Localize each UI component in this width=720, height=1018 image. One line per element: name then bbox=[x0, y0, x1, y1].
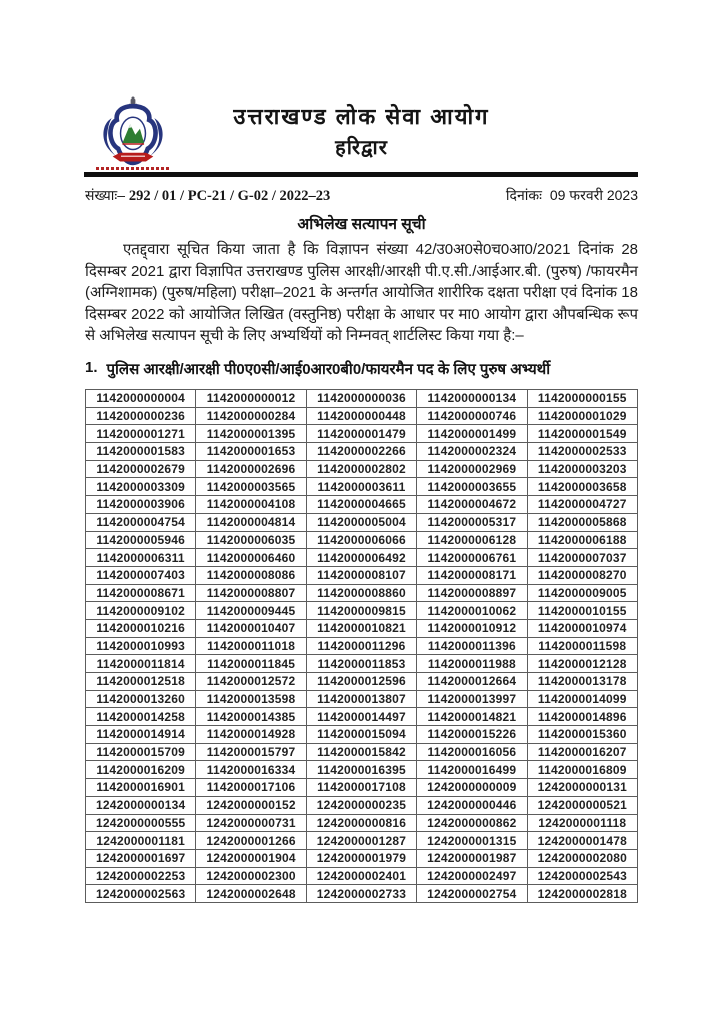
roll-number-cell: 1142000016209 bbox=[86, 761, 196, 779]
roll-number-cell: 1142000000155 bbox=[527, 390, 637, 408]
roll-number-cell: 1142000015709 bbox=[86, 743, 196, 761]
roll-number-cell: 1142000008897 bbox=[417, 584, 527, 602]
roll-number-cell: 1142000000134 bbox=[417, 390, 527, 408]
roll-number-cell: 1142000005946 bbox=[86, 531, 196, 549]
roll-number-cell: 1242000001181 bbox=[86, 832, 196, 850]
roll-number-cell: 1242000002497 bbox=[417, 867, 527, 885]
roll-number-cell: 1242000000521 bbox=[527, 796, 637, 814]
roll-number-cell: 1142000004672 bbox=[417, 496, 527, 514]
list-heading bbox=[85, 359, 638, 379]
table-row bbox=[86, 566, 638, 584]
roll-number-cell: 1142000014497 bbox=[306, 708, 416, 726]
table-row bbox=[86, 690, 638, 708]
roll-number-cell: 1142000008107 bbox=[306, 566, 416, 584]
document-date bbox=[502, 186, 638, 205]
roll-number-cell: 1142000003906 bbox=[86, 496, 196, 514]
roll-number-cell: 1242000000152 bbox=[196, 796, 306, 814]
roll-number-cell: 1142000012128 bbox=[527, 655, 637, 673]
roll-number-cell: 1142000014914 bbox=[86, 726, 196, 744]
table-row bbox=[86, 478, 638, 496]
roll-number-cell: 1142000010821 bbox=[306, 619, 416, 637]
table-row bbox=[86, 779, 638, 797]
table-row bbox=[86, 885, 638, 903]
roll-number-cell: 1242000001987 bbox=[417, 849, 527, 867]
roll-number-cell: 1242000002080 bbox=[527, 849, 637, 867]
roll-number-cell: 1142000001653 bbox=[196, 443, 306, 461]
roll-number-cell: 1242000000131 bbox=[527, 779, 637, 797]
table-row bbox=[86, 531, 638, 549]
roll-number-cell: 1242000001315 bbox=[417, 832, 527, 850]
table-row bbox=[86, 708, 638, 726]
roll-number-cell: 1142000004814 bbox=[196, 513, 306, 531]
roll-number-cell: 1142000001029 bbox=[527, 407, 637, 425]
table-row bbox=[86, 814, 638, 832]
roll-number-cell: 1142000014385 bbox=[196, 708, 306, 726]
roll-number-cell: 1142000011814 bbox=[86, 655, 196, 673]
notice-paragraph: एतद्द्वारा सूचित किया जाता है कि विज्ञापन संख्या 42/उ0अ0से0च0आ0/2021 दिनांक 28 दिसम्बर 2021 द्वारा विज्ञापित उत्तराखण्ड पुलिस आरक्षी/आरक्षी पी.ए.सी./आईआर.बी. (पुरुष) /फायरमैन (अग्निशामक) (पुरुष/महिला) परीक्षा–2021 के अन्तर्गत आयोजित शारीरिक दक्षता परीक्षा एवं दिनांक 18 दिसम्बर 2022 को आयोजित लिखित (वस्तुनिष्ठ) परीक्षा के आधार पर मा0 आयोग द्वारा औपबन्धिक रूप से अभिलेख सत्यापन सूची के लिए अभ्यर्थियों को निम्नवत् शार्टलिस्ट किया गया है:– bbox=[85, 241, 638, 345]
ref-label: संख्याः– bbox=[85, 187, 126, 203]
roll-number-cell: 1142000009102 bbox=[86, 602, 196, 620]
roll-number-cell: 1242000000862 bbox=[417, 814, 527, 832]
table-row bbox=[86, 655, 638, 673]
table-row bbox=[86, 726, 638, 744]
roll-number-cell: 1142000003309 bbox=[86, 478, 196, 496]
reference-number bbox=[85, 186, 330, 205]
roll-number-cell: 1142000002533 bbox=[527, 443, 637, 461]
roll-number-cell: 1142000000036 bbox=[306, 390, 416, 408]
roll-number-cell: 1142000000012 bbox=[196, 390, 306, 408]
roll-number-cell: 1142000002266 bbox=[306, 443, 416, 461]
roll-number-cell: 1142000016056 bbox=[417, 743, 527, 761]
roll-number-cell: 1242000002543 bbox=[527, 867, 637, 885]
roll-number-cell: 1142000004108 bbox=[196, 496, 306, 514]
roll-number-cell: 1142000007403 bbox=[86, 566, 196, 584]
roll-number-cell: 1142000000284 bbox=[196, 407, 306, 425]
org-place: हरिद्वार bbox=[335, 137, 388, 159]
roll-number-cell: 1142000010216 bbox=[86, 619, 196, 637]
roll-number-cell: 1142000011296 bbox=[306, 637, 416, 655]
roll-table-body bbox=[86, 390, 638, 903]
roll-number-cell: 1242000002648 bbox=[196, 885, 306, 903]
roll-number-cell: 1142000012572 bbox=[196, 673, 306, 691]
roll-number-cell: 1142000001271 bbox=[86, 425, 196, 443]
roll-number-cell: 1242000002401 bbox=[306, 867, 416, 885]
roll-number-cell: 1142000003565 bbox=[196, 478, 306, 496]
roll-number-cell: 1142000011845 bbox=[196, 655, 306, 673]
roll-number-cell: 1142000002324 bbox=[417, 443, 527, 461]
roll-number-cell: 1142000000236 bbox=[86, 407, 196, 425]
roll-number-cell: 1142000014928 bbox=[196, 726, 306, 744]
roll-number-cell: 1142000002969 bbox=[417, 460, 527, 478]
roll-number-cell: 1242000000134 bbox=[86, 796, 196, 814]
roll-number-cell: 1242000002754 bbox=[417, 885, 527, 903]
table-row bbox=[86, 673, 638, 691]
roll-number-cell: 1142000016334 bbox=[196, 761, 306, 779]
roll-number-cell: 1142000003611 bbox=[306, 478, 416, 496]
roll-number-cell: 1142000011018 bbox=[196, 637, 306, 655]
roll-number-cell: 1142000005868 bbox=[527, 513, 637, 531]
table-row bbox=[86, 425, 638, 443]
roll-number-cell: 1242000002253 bbox=[86, 867, 196, 885]
roll-number-cell: 1142000002679 bbox=[86, 460, 196, 478]
list-number: 1. bbox=[85, 359, 98, 376]
roll-number-cell: 1242000001287 bbox=[306, 832, 416, 850]
roll-number-cell: 1142000015094 bbox=[306, 726, 416, 744]
roll-number-cell: 1142000011988 bbox=[417, 655, 527, 673]
date-label: दिनांकः bbox=[505, 187, 542, 203]
table-row bbox=[86, 602, 638, 620]
roll-number-cell: 1142000012596 bbox=[306, 673, 416, 691]
roll-number-cell: 1242000000009 bbox=[417, 779, 527, 797]
roll-number-cell: 1242000001118 bbox=[527, 814, 637, 832]
roll-number-cell: 1242000000555 bbox=[86, 814, 196, 832]
table-row bbox=[86, 443, 638, 461]
table-row bbox=[86, 849, 638, 867]
roll-number-cell: 1242000001904 bbox=[196, 849, 306, 867]
roll-number-cell: 1142000011396 bbox=[417, 637, 527, 655]
roll-number-cell: 1142000008171 bbox=[417, 566, 527, 584]
table-row bbox=[86, 513, 638, 531]
roll-number-cell: 1142000016395 bbox=[306, 761, 416, 779]
roll-number-cell: 1142000003658 bbox=[527, 478, 637, 496]
roll-number-cell: 1142000013260 bbox=[86, 690, 196, 708]
document-title: अभिलेख सत्यापन सूची bbox=[297, 216, 426, 233]
roll-number-table bbox=[85, 389, 638, 903]
roll-number-cell: 1142000008086 bbox=[196, 566, 306, 584]
table-row bbox=[86, 460, 638, 478]
roll-number-cell: 1142000010407 bbox=[196, 619, 306, 637]
table-row bbox=[86, 549, 638, 567]
roll-number-cell: 1242000001979 bbox=[306, 849, 416, 867]
roll-number-cell: 1142000010062 bbox=[417, 602, 527, 620]
roll-number-cell: 1142000015842 bbox=[306, 743, 416, 761]
roll-number-cell: 1142000013178 bbox=[527, 673, 637, 691]
roll-number-cell: 1142000003203 bbox=[527, 460, 637, 478]
roll-number-cell: 1142000000746 bbox=[417, 407, 527, 425]
table-row bbox=[86, 584, 638, 602]
table-row bbox=[86, 761, 638, 779]
roll-number-cell: 1142000008270 bbox=[527, 566, 637, 584]
roll-number-cell: 1242000000235 bbox=[306, 796, 416, 814]
roll-number-cell: 1142000001499 bbox=[417, 425, 527, 443]
table-row bbox=[86, 619, 638, 637]
date-value: 09 फरवरी 2023 bbox=[549, 187, 638, 203]
roll-number-cell: 1142000016901 bbox=[86, 779, 196, 797]
roll-number-cell: 1142000014896 bbox=[527, 708, 637, 726]
roll-number-cell: 1142000000448 bbox=[306, 407, 416, 425]
roll-number-cell: 1142000001479 bbox=[306, 425, 416, 443]
roll-number-cell: 1142000010974 bbox=[527, 619, 637, 637]
org-name: उत्तराखण्ड लोक सेवा आयोग bbox=[233, 104, 490, 129]
ref-value: 292 / 01 / PC-21 / G-02 / 2022–23 bbox=[128, 188, 331, 204]
roll-number-cell: 1142000004754 bbox=[86, 513, 196, 531]
roll-number-cell: 1242000000816 bbox=[306, 814, 416, 832]
list-text: पुलिस आरक्षी/आरक्षी पी0ए0सी/आई0आर0बी0/फायरमैन पद के लिए पुरुष अभ्यर्थी bbox=[106, 361, 551, 378]
roll-number-cell: 1142000016499 bbox=[417, 761, 527, 779]
roll-number-cell: 1142000006066 bbox=[306, 531, 416, 549]
roll-number-cell: 1142000002802 bbox=[306, 460, 416, 478]
roll-number-cell: 1142000010912 bbox=[417, 619, 527, 637]
roll-number-cell: 1142000001549 bbox=[527, 425, 637, 443]
roll-number-cell: 1142000011853 bbox=[306, 655, 416, 673]
roll-number-cell: 1142000011598 bbox=[527, 637, 637, 655]
roll-number-cell: 1242000002733 bbox=[306, 885, 416, 903]
roll-number-cell: 1142000015797 bbox=[196, 743, 306, 761]
roll-number-cell: 1142000003655 bbox=[417, 478, 527, 496]
roll-number-cell: 1142000004727 bbox=[527, 496, 637, 514]
table-row bbox=[86, 743, 638, 761]
roll-number-cell: 1142000005004 bbox=[306, 513, 416, 531]
reference-row bbox=[85, 186, 638, 205]
roll-number-cell: 1142000016207 bbox=[527, 743, 637, 761]
roll-number-cell: 1142000007037 bbox=[527, 549, 637, 567]
roll-number-cell: 1142000001395 bbox=[196, 425, 306, 443]
roll-number-cell: 1242000000731 bbox=[196, 814, 306, 832]
roll-number-cell: 1142000001583 bbox=[86, 443, 196, 461]
table-row bbox=[86, 390, 638, 408]
roll-number-cell: 1142000014099 bbox=[527, 690, 637, 708]
roll-number-cell: 1142000010993 bbox=[86, 637, 196, 655]
roll-number-cell: 1142000013807 bbox=[306, 690, 416, 708]
roll-number-cell: 1242000000446 bbox=[417, 796, 527, 814]
roll-number-cell: 1142000008860 bbox=[306, 584, 416, 602]
roll-number-cell: 1142000016809 bbox=[527, 761, 637, 779]
table-row bbox=[86, 637, 638, 655]
roll-number-cell: 1242000001478 bbox=[527, 832, 637, 850]
roll-number-cell: 1142000015226 bbox=[417, 726, 527, 744]
roll-number-cell: 1142000008671 bbox=[86, 584, 196, 602]
table-row bbox=[86, 796, 638, 814]
roll-number-cell: 1142000006311 bbox=[86, 549, 196, 567]
table-row bbox=[86, 407, 638, 425]
roll-number-cell: 1242000001697 bbox=[86, 849, 196, 867]
roll-number-cell: 1142000005317 bbox=[417, 513, 527, 531]
roll-number-cell: 1142000012518 bbox=[86, 673, 196, 691]
roll-number-cell: 1142000017108 bbox=[306, 779, 416, 797]
roll-number-cell: 1142000014258 bbox=[86, 708, 196, 726]
roll-number-cell: 1142000006761 bbox=[417, 549, 527, 567]
roll-number-cell: 1242000002563 bbox=[86, 885, 196, 903]
roll-number-cell: 1142000012664 bbox=[417, 673, 527, 691]
roll-number-cell: 1142000010155 bbox=[527, 602, 637, 620]
roll-number-cell: 1142000004665 bbox=[306, 496, 416, 514]
roll-number-cell: 1142000006035 bbox=[196, 531, 306, 549]
header-divider bbox=[84, 172, 638, 177]
logo-caption-text bbox=[96, 167, 170, 170]
roll-number-cell: 1142000009815 bbox=[306, 602, 416, 620]
table-row bbox=[86, 496, 638, 514]
table-row bbox=[86, 832, 638, 850]
roll-number-cell: 1142000009005 bbox=[527, 584, 637, 602]
roll-number-cell: 1242000002300 bbox=[196, 867, 306, 885]
roll-number-cell: 1142000013598 bbox=[196, 690, 306, 708]
roll-number-cell: 1142000013997 bbox=[417, 690, 527, 708]
roll-number-cell: 1242000002818 bbox=[527, 885, 637, 903]
roll-number-cell: 1142000006492 bbox=[306, 549, 416, 567]
roll-number-cell: 1142000000004 bbox=[86, 390, 196, 408]
roll-number-cell: 1142000006128 bbox=[417, 531, 527, 549]
roll-number-cell: 1142000006188 bbox=[527, 531, 637, 549]
roll-number-cell: 1242000001266 bbox=[196, 832, 306, 850]
roll-number-cell: 1142000015360 bbox=[527, 726, 637, 744]
roll-number-cell: 1142000008807 bbox=[196, 584, 306, 602]
roll-number-cell: 1142000009445 bbox=[196, 602, 306, 620]
roll-number-cell: 1142000006460 bbox=[196, 549, 306, 567]
roll-number-cell: 1142000017106 bbox=[196, 779, 306, 797]
roll-number-cell: 1142000014821 bbox=[417, 708, 527, 726]
table-row bbox=[86, 867, 638, 885]
roll-number-cell: 1142000002696 bbox=[196, 460, 306, 478]
